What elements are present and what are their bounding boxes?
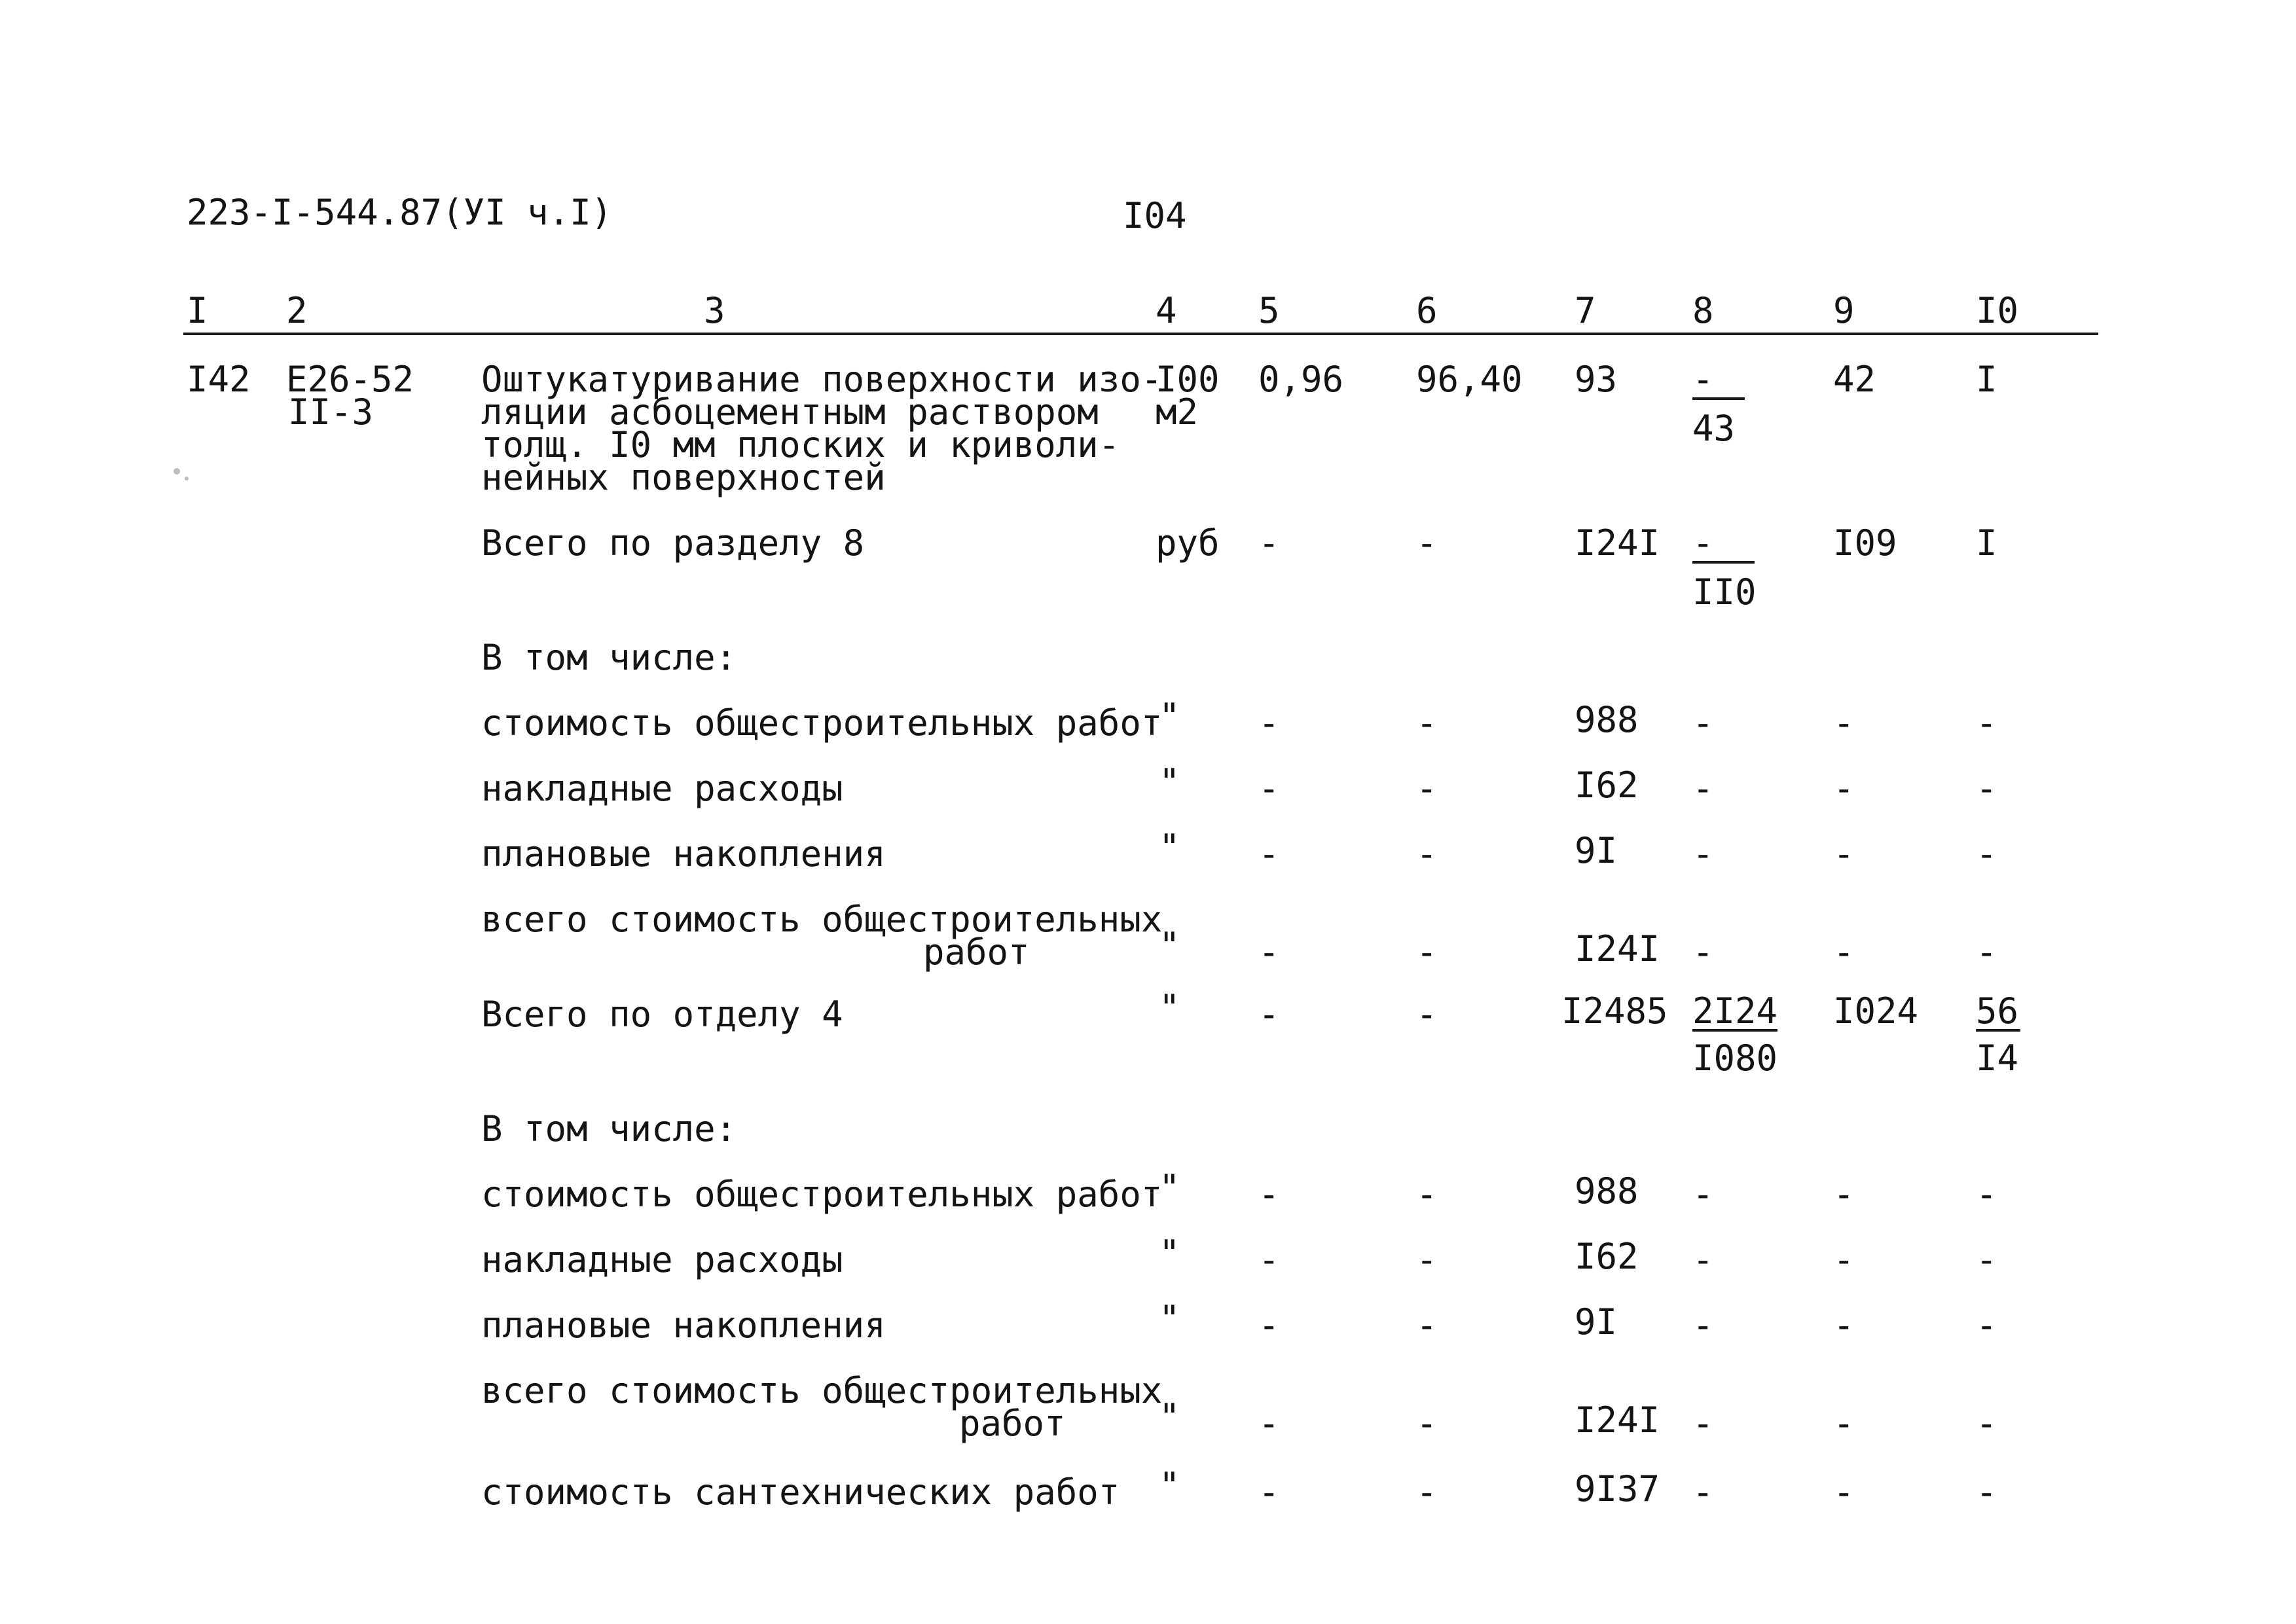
col-8-value: - bbox=[1692, 1174, 1714, 1215]
col-6-value: - bbox=[1416, 1305, 1438, 1346]
fraction-denominator: I080 bbox=[1692, 1038, 1778, 1079]
column-header-4: 4 bbox=[1156, 290, 1177, 331]
total-cost: I62 bbox=[1575, 765, 1639, 806]
total-cost: I2485 bbox=[1561, 990, 1668, 1032]
col-6-value: - bbox=[1416, 994, 1438, 1035]
unit: " bbox=[1159, 925, 1180, 966]
col-8-value: - bbox=[1692, 768, 1714, 809]
estimate-code: Е26-52 bbox=[286, 359, 414, 400]
col-5-value: - bbox=[1258, 833, 1280, 875]
row-label: плановые накопления bbox=[481, 1305, 886, 1346]
total-cost: I24I bbox=[1575, 1399, 1660, 1441]
col-9-value: I024 bbox=[1833, 990, 1919, 1032]
column-header-5: 5 bbox=[1258, 290, 1280, 331]
unit: " bbox=[1159, 1233, 1180, 1274]
unit: " bbox=[1159, 827, 1180, 868]
header-rule bbox=[183, 333, 2098, 335]
row-label-line-2: работ bbox=[959, 1403, 1066, 1444]
unit: I00 bbox=[1156, 359, 1220, 400]
row-label: стоимость общестроительных работ bbox=[481, 1174, 1163, 1215]
col-5-value: - bbox=[1258, 1471, 1280, 1513]
col-6-value: - bbox=[1416, 1471, 1438, 1513]
row-label-line-2: работ bbox=[923, 931, 1030, 973]
column-header-9: 9 bbox=[1833, 290, 1855, 331]
work-description-line: ляции асбоцементным раствором bbox=[481, 391, 1099, 433]
subsection-label: В том числе: bbox=[481, 637, 737, 678]
row-label-line-1: всего стоимость общестроительных bbox=[481, 1370, 1163, 1411]
col-10-value: - bbox=[1976, 931, 1997, 973]
col-10-value: - bbox=[1976, 768, 1997, 809]
fraction-bar bbox=[1692, 397, 1745, 400]
unit-line-2: м2 bbox=[1156, 391, 1199, 433]
col-9-value: - bbox=[1833, 1305, 1855, 1346]
fraction-numerator: 56 bbox=[1976, 990, 2019, 1032]
fraction-numerator: - bbox=[1692, 522, 1714, 564]
col-10-value: - bbox=[1976, 1174, 1997, 1215]
col-6-value: - bbox=[1416, 768, 1438, 809]
fraction-denominator: I4 bbox=[1976, 1038, 2019, 1079]
work-description-line: толщ. I0 мм плоских и криволи- bbox=[481, 424, 1120, 465]
total-cost: 9I bbox=[1575, 1301, 1618, 1343]
subsection-label: В том числе: bbox=[481, 1108, 737, 1149]
column-header-8: 8 bbox=[1692, 290, 1714, 331]
row-label: Всего по разделу 8 bbox=[481, 522, 865, 564]
work-description-line: нейных поверхностей bbox=[481, 457, 886, 498]
quantity: 0,96 bbox=[1258, 359, 1344, 400]
col-6-value: - bbox=[1416, 522, 1438, 564]
col-9-value: I09 bbox=[1833, 522, 1897, 564]
row-label: накладные расходы bbox=[481, 768, 843, 809]
col-5-value: - bbox=[1258, 702, 1280, 744]
col-6-value: - bbox=[1416, 702, 1438, 744]
col-6-value: - bbox=[1416, 1239, 1438, 1280]
col-10-value: - bbox=[1976, 1471, 1997, 1513]
column-header-1: I bbox=[187, 290, 208, 331]
total-cost: I62 bbox=[1575, 1236, 1639, 1277]
col-5-value: - bbox=[1258, 1305, 1280, 1346]
row-label: плановые накопления bbox=[481, 833, 886, 875]
col-5-value: - bbox=[1258, 768, 1280, 809]
total-cost: 9I37 bbox=[1575, 1468, 1660, 1509]
unit: " bbox=[1159, 761, 1180, 803]
col-9-value: - bbox=[1833, 1174, 1855, 1215]
col-5-value: - bbox=[1258, 1403, 1280, 1444]
col-8-value: - bbox=[1692, 702, 1714, 744]
total-cost: I24I bbox=[1575, 928, 1660, 969]
col-6-value: - bbox=[1416, 931, 1438, 973]
total-cost: 93 bbox=[1575, 359, 1618, 400]
col-9-value: - bbox=[1833, 702, 1855, 744]
col-5-value: - bbox=[1258, 1174, 1280, 1215]
row-label-line-1: всего стоимость общестроительных bbox=[481, 899, 1163, 940]
col-10-value: - bbox=[1976, 702, 1997, 744]
unit: " bbox=[1159, 1298, 1180, 1339]
column-header-7: 7 bbox=[1575, 290, 1596, 331]
unit: руб bbox=[1156, 522, 1220, 564]
fraction-bar bbox=[1692, 1029, 1777, 1032]
col-9-value: - bbox=[1833, 1239, 1855, 1280]
col-8-value: - bbox=[1692, 1305, 1714, 1346]
unit: " bbox=[1159, 696, 1180, 737]
row-label: стоимость общестроительных работ bbox=[481, 702, 1163, 744]
row-label: накладные расходы bbox=[481, 1239, 843, 1280]
col-9-value: - bbox=[1833, 1403, 1855, 1444]
fraction-denominator: II0 bbox=[1692, 571, 1757, 613]
col-8-value: - bbox=[1692, 1403, 1714, 1444]
total-cost: 9I bbox=[1575, 830, 1618, 871]
col-10-value: - bbox=[1976, 1403, 1997, 1444]
col-9-value: - bbox=[1833, 1471, 1855, 1513]
col-5-value: - bbox=[1258, 522, 1280, 564]
column-header-6: 6 bbox=[1416, 290, 1438, 331]
fraction-numerator: - bbox=[1692, 359, 1714, 400]
estimate-code-line-2: II-3 bbox=[288, 391, 374, 433]
page-number: I04 bbox=[1123, 195, 1187, 236]
col-8-value: - bbox=[1692, 931, 1714, 973]
row-label: Всего по отделу 4 bbox=[481, 994, 843, 1035]
document-code: 223-I-544.87(УI ч.I) bbox=[187, 192, 613, 233]
row-number: I42 bbox=[187, 359, 251, 400]
unit: " bbox=[1159, 1465, 1180, 1506]
total-cost: 988 bbox=[1575, 1170, 1639, 1212]
col-6-value: - bbox=[1416, 833, 1438, 875]
col-5-value: - bbox=[1258, 994, 1280, 1035]
col-10-value: I bbox=[1976, 359, 1997, 400]
total-cost: 988 bbox=[1575, 699, 1639, 740]
col-8-value: - bbox=[1692, 1239, 1714, 1280]
col-6-value: - bbox=[1416, 1403, 1438, 1444]
fraction-denominator: 43 bbox=[1692, 408, 1736, 449]
unit-price: 96,40 bbox=[1416, 359, 1523, 400]
fraction-bar bbox=[1976, 1029, 2020, 1032]
col-10-value: - bbox=[1976, 833, 1997, 875]
unit: " bbox=[1159, 1396, 1180, 1437]
column-header-2: 2 bbox=[286, 290, 308, 331]
unit: " bbox=[1159, 1167, 1180, 1208]
col-5-value: - bbox=[1258, 1239, 1280, 1280]
col-10-value: - bbox=[1976, 1305, 1997, 1346]
col-6-value: - bbox=[1416, 1174, 1438, 1215]
col-9-value: - bbox=[1833, 931, 1855, 973]
fraction-numerator: 2I24 bbox=[1692, 990, 1778, 1032]
col-10-value: - bbox=[1976, 1239, 1997, 1280]
row-label: стоимость сантехнических работ bbox=[481, 1471, 1120, 1513]
col-8-value: - bbox=[1692, 1471, 1714, 1513]
col-5-value: - bbox=[1258, 931, 1280, 973]
work-description-line: Оштукатуривание поверхности изо- bbox=[481, 359, 1163, 400]
total-cost: I24I bbox=[1575, 522, 1660, 564]
unit: " bbox=[1159, 987, 1180, 1028]
col-8-value: - bbox=[1692, 833, 1714, 875]
scan-speck bbox=[173, 468, 180, 475]
column-header-10: I0 bbox=[1976, 290, 2019, 331]
scan-speck bbox=[185, 477, 189, 480]
col-10-value: I bbox=[1976, 522, 1997, 564]
col-9-value: 42 bbox=[1833, 359, 1876, 400]
col-9-value: - bbox=[1833, 768, 1855, 809]
col-9-value: - bbox=[1833, 833, 1855, 875]
fraction-bar bbox=[1692, 561, 1755, 564]
column-header-3: 3 bbox=[704, 290, 725, 331]
